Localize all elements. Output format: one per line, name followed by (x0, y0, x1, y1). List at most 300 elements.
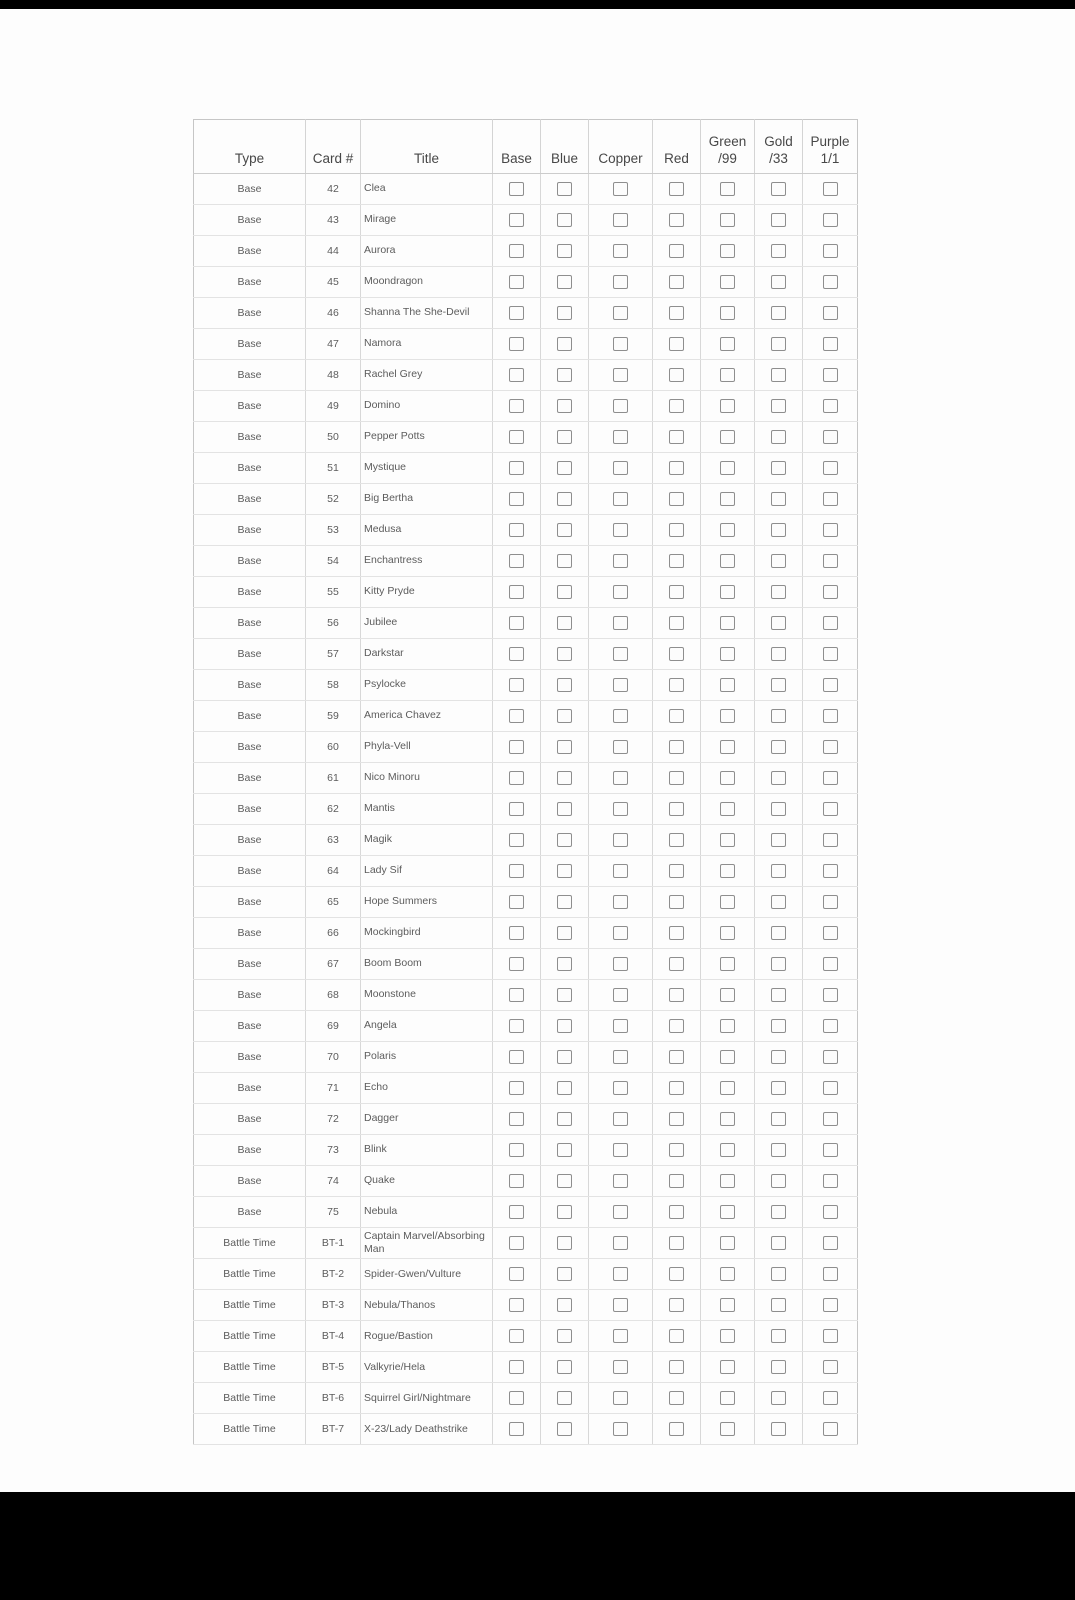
checkbox-base[interactable] (509, 554, 524, 568)
checkbox-purple-1of1[interactable] (823, 244, 838, 258)
checkbox-blue[interactable] (557, 802, 572, 816)
checkbox-green-99[interactable] (720, 1174, 735, 1188)
checkbox-copper[interactable] (613, 678, 628, 692)
checkbox-purple-1of1[interactable] (823, 771, 838, 785)
checkbox-blue[interactable] (557, 1143, 572, 1157)
checkbox-copper[interactable] (613, 895, 628, 909)
checkbox-blue[interactable] (557, 213, 572, 227)
checkbox-gold-33[interactable] (771, 523, 786, 537)
checkbox-red[interactable] (669, 864, 684, 878)
checkbox-blue[interactable] (557, 1298, 572, 1312)
checkbox-blue[interactable] (557, 306, 572, 320)
checkbox-gold-33[interactable] (771, 864, 786, 878)
checkbox-gold-33[interactable] (771, 616, 786, 630)
checkbox-base[interactable] (509, 895, 524, 909)
checkbox-gold-33[interactable] (771, 647, 786, 661)
checkbox-red[interactable] (669, 988, 684, 1002)
checkbox-copper[interactable] (613, 461, 628, 475)
checkbox-purple-1of1[interactable] (823, 833, 838, 847)
checkbox-gold-33[interactable] (771, 585, 786, 599)
checkbox-purple-1of1[interactable] (823, 1236, 838, 1250)
checkbox-base[interactable] (509, 1081, 524, 1095)
checkbox-copper[interactable] (613, 864, 628, 878)
checkbox-gold-33[interactable] (771, 771, 786, 785)
checkbox-gold-33[interactable] (771, 337, 786, 351)
checkbox-copper[interactable] (613, 368, 628, 382)
checkbox-green-99[interactable] (720, 399, 735, 413)
checkbox-red[interactable] (669, 1174, 684, 1188)
checkbox-gold-33[interactable] (771, 1019, 786, 1033)
checkbox-green-99[interactable] (720, 1422, 735, 1436)
checkbox-base[interactable] (509, 833, 524, 847)
checkbox-purple-1of1[interactable] (823, 1019, 838, 1033)
checkbox-red[interactable] (669, 399, 684, 413)
checkbox-purple-1of1[interactable] (823, 709, 838, 723)
checkbox-blue[interactable] (557, 1422, 572, 1436)
checkbox-blue[interactable] (557, 1391, 572, 1405)
checkbox-green-99[interactable] (720, 1050, 735, 1064)
checkbox-green-99[interactable] (720, 616, 735, 630)
checkbox-green-99[interactable] (720, 1360, 735, 1374)
checkbox-green-99[interactable] (720, 740, 735, 754)
checkbox-blue[interactable] (557, 864, 572, 878)
checkbox-blue[interactable] (557, 1267, 572, 1281)
checkbox-gold-33[interactable] (771, 1236, 786, 1250)
checkbox-red[interactable] (669, 461, 684, 475)
checkbox-blue[interactable] (557, 368, 572, 382)
checkbox-purple-1of1[interactable] (823, 337, 838, 351)
checkbox-base[interactable] (509, 461, 524, 475)
column-header-copper: Copper (589, 120, 653, 174)
checkbox-copper[interactable] (613, 585, 628, 599)
checkbox-gold-33[interactable] (771, 1143, 786, 1157)
checkbox-base[interactable] (509, 1205, 524, 1219)
checkbox-green-99[interactable] (720, 647, 735, 661)
checkbox-purple-1of1[interactable] (823, 1112, 838, 1126)
checkbox-blue[interactable] (557, 709, 572, 723)
checkbox-purple-1of1[interactable] (823, 1298, 838, 1312)
checkbox-purple-1of1[interactable] (823, 430, 838, 444)
checkbox-green-99[interactable] (720, 864, 735, 878)
checkbox-red[interactable] (669, 213, 684, 227)
checkbox-gold-33[interactable] (771, 1112, 786, 1126)
checkbox-blue[interactable] (557, 523, 572, 537)
checkbox-red[interactable] (669, 1143, 684, 1157)
checkbox-purple-1of1[interactable] (823, 1422, 838, 1436)
checkbox-copper[interactable] (613, 492, 628, 506)
checkbox-red[interactable] (669, 678, 684, 692)
checkbox-purple-1of1[interactable] (823, 554, 838, 568)
checkbox-base[interactable] (509, 1236, 524, 1250)
checkbox-copper[interactable] (613, 1329, 628, 1343)
checkbox-red[interactable] (669, 1081, 684, 1095)
checkbox-gold-33[interactable] (771, 399, 786, 413)
checkbox-copper[interactable] (613, 1019, 628, 1033)
checkbox-gold-33[interactable] (771, 895, 786, 909)
checkbox-blue[interactable] (557, 616, 572, 630)
checkbox-blue[interactable] (557, 833, 572, 847)
checkbox-green-99[interactable] (720, 275, 735, 289)
checkbox-gold-33[interactable] (771, 1050, 786, 1064)
checkbox-cell-red (653, 1228, 701, 1259)
checkbox-copper[interactable] (613, 616, 628, 630)
checkbox-cell-red (653, 1259, 701, 1290)
checkbox-purple-1of1[interactable] (823, 1391, 838, 1405)
checkbox-purple-1of1[interactable] (823, 926, 838, 940)
checkbox-purple-1of1[interactable] (823, 616, 838, 630)
checkbox-gold-33[interactable] (771, 833, 786, 847)
checkbox-red[interactable] (669, 1298, 684, 1312)
checkbox-gold-33[interactable] (771, 368, 786, 382)
checkbox-purple-1of1[interactable] (823, 1081, 838, 1095)
checkbox-blue[interactable] (557, 740, 572, 754)
column-header-gold-33: Gold /33 (755, 120, 803, 174)
checkbox-red[interactable] (669, 244, 684, 258)
checkbox-blue[interactable] (557, 988, 572, 1002)
checkbox-blue[interactable] (557, 1050, 572, 1064)
checkbox-purple-1of1[interactable] (823, 585, 838, 599)
checkbox-copper[interactable] (613, 244, 628, 258)
checkbox-gold-33[interactable] (771, 988, 786, 1002)
checkbox-base[interactable] (509, 213, 524, 227)
checkbox-blue[interactable] (557, 244, 572, 258)
checkbox-gold-33[interactable] (771, 1391, 786, 1405)
checkbox-copper[interactable] (613, 430, 628, 444)
checkbox-base[interactable] (509, 1112, 524, 1126)
checkbox-base[interactable] (509, 585, 524, 599)
checkbox-base[interactable] (509, 740, 524, 754)
checkbox-purple-1of1[interactable] (823, 213, 838, 227)
checkbox-base[interactable] (509, 523, 524, 537)
checkbox-base[interactable] (509, 616, 524, 630)
checkbox-purple-1of1[interactable] (823, 1267, 838, 1281)
checkbox-gold-33[interactable] (771, 1267, 786, 1281)
checkbox-base[interactable] (509, 1422, 524, 1436)
checkbox-blue[interactable] (557, 337, 572, 351)
checkbox-green-99[interactable] (720, 1236, 735, 1250)
checkbox-red[interactable] (669, 585, 684, 599)
checkbox-base[interactable] (509, 399, 524, 413)
checkbox-blue[interactable] (557, 895, 572, 909)
checkbox-base[interactable] (509, 647, 524, 661)
checkbox-base[interactable] (509, 368, 524, 382)
checkbox-blue[interactable] (557, 461, 572, 475)
checkbox-copper[interactable] (613, 1174, 628, 1188)
checkbox-green-99[interactable] (720, 709, 735, 723)
checkbox-copper[interactable] (613, 337, 628, 351)
checkbox-purple-1of1[interactable] (823, 864, 838, 878)
checkbox-green-99[interactable] (720, 1143, 735, 1157)
checkbox-red[interactable] (669, 771, 684, 785)
checkbox-gold-33[interactable] (771, 1174, 786, 1188)
checkbox-copper[interactable] (613, 275, 628, 289)
checkbox-green-99[interactable] (720, 523, 735, 537)
checkbox-blue[interactable] (557, 275, 572, 289)
checkbox-copper[interactable] (613, 926, 628, 940)
checkbox-copper[interactable] (613, 523, 628, 537)
checkbox-green-99[interactable] (720, 368, 735, 382)
checkbox-copper[interactable] (613, 1236, 628, 1250)
checkbox-blue[interactable] (557, 1236, 572, 1250)
checkbox-base[interactable] (509, 1329, 524, 1343)
checkbox-gold-33[interactable] (771, 1081, 786, 1095)
checkbox-gold-33[interactable] (771, 461, 786, 475)
checkbox-blue[interactable] (557, 1205, 572, 1219)
checkbox-purple-1of1[interactable] (823, 678, 838, 692)
checkbox-base[interactable] (509, 709, 524, 723)
checkbox-red[interactable] (669, 1236, 684, 1250)
checkbox-copper[interactable] (613, 1267, 628, 1281)
card-type: Base (194, 267, 306, 298)
checkbox-green-99[interactable] (720, 182, 735, 196)
checkbox-green-99[interactable] (720, 1019, 735, 1033)
checkbox-base[interactable] (509, 1174, 524, 1188)
checkbox-copper[interactable] (613, 182, 628, 196)
checkbox-red[interactable] (669, 709, 684, 723)
checkbox-green-99[interactable] (720, 1391, 735, 1405)
checkbox-copper[interactable] (613, 833, 628, 847)
checkbox-red[interactable] (669, 182, 684, 196)
checkbox-base[interactable] (509, 182, 524, 196)
checkbox-purple-1of1[interactable] (823, 988, 838, 1002)
checkbox-base[interactable] (509, 864, 524, 878)
checkbox-gold-33[interactable] (771, 492, 786, 506)
checkbox-red[interactable] (669, 926, 684, 940)
checkbox-gold-33[interactable] (771, 1205, 786, 1219)
checkbox-red[interactable] (669, 957, 684, 971)
checkbox-green-99[interactable] (720, 833, 735, 847)
checkbox-purple-1of1[interactable] (823, 1360, 838, 1374)
checkbox-gold-33[interactable] (771, 1298, 786, 1312)
checkbox-base[interactable] (509, 1360, 524, 1374)
checkbox-purple-1of1[interactable] (823, 523, 838, 537)
checkbox-purple-1of1[interactable] (823, 740, 838, 754)
checkbox-gold-33[interactable] (771, 926, 786, 940)
checkbox-gold-33[interactable] (771, 306, 786, 320)
checkbox-green-99[interactable] (720, 678, 735, 692)
checkbox-gold-33[interactable] (771, 244, 786, 258)
checkbox-cell-gold-33 (755, 608, 803, 639)
checkbox-gold-33[interactable] (771, 554, 786, 568)
checkbox-red[interactable] (669, 647, 684, 661)
checkbox-cell-green-99 (701, 1073, 755, 1104)
checkbox-gold-33[interactable] (771, 1360, 786, 1374)
checkbox-purple-1of1[interactable] (823, 1143, 838, 1157)
checkbox-red[interactable] (669, 1360, 684, 1374)
checkbox-cell-copper (589, 825, 653, 856)
checkbox-gold-33[interactable] (771, 678, 786, 692)
checkbox-base[interactable] (509, 988, 524, 1002)
checkbox-base[interactable] (509, 802, 524, 816)
checkbox-purple-1of1[interactable] (823, 1050, 838, 1064)
checkbox-blue[interactable] (557, 182, 572, 196)
checkbox-green-99[interactable] (720, 957, 735, 971)
checkbox-blue[interactable] (557, 1019, 572, 1033)
checkbox-purple-1of1[interactable] (823, 1329, 838, 1343)
checkbox-purple-1of1[interactable] (823, 368, 838, 382)
checkbox-copper[interactable] (613, 1422, 628, 1436)
checkbox-copper[interactable] (613, 709, 628, 723)
checkbox-copper[interactable] (613, 1143, 628, 1157)
checkbox-purple-1of1[interactable] (823, 1174, 838, 1188)
checkbox-base[interactable] (509, 430, 524, 444)
checkbox-red[interactable] (669, 1329, 684, 1343)
checkbox-purple-1of1[interactable] (823, 647, 838, 661)
checkbox-blue[interactable] (557, 1081, 572, 1095)
checkbox-base[interactable] (509, 1391, 524, 1405)
checkbox-base[interactable] (509, 1143, 524, 1157)
checkbox-gold-33[interactable] (771, 430, 786, 444)
checkbox-red[interactable] (669, 1391, 684, 1405)
checkbox-copper[interactable] (613, 213, 628, 227)
table-row (194, 1290, 858, 1321)
checkbox-copper[interactable] (613, 1050, 628, 1064)
checkbox-base[interactable] (509, 678, 524, 692)
checkbox-copper[interactable] (613, 399, 628, 413)
checkbox-cell-base (493, 887, 541, 918)
checkbox-blue[interactable] (557, 926, 572, 940)
checkbox-blue[interactable] (557, 585, 572, 599)
checkbox-base[interactable] (509, 306, 524, 320)
checkbox-red[interactable] (669, 1267, 684, 1281)
checkbox-green-99[interactable] (720, 1205, 735, 1219)
checkbox-base[interactable] (509, 957, 524, 971)
checkbox-gold-33[interactable] (771, 275, 786, 289)
checkbox-purple-1of1[interactable] (823, 895, 838, 909)
checkbox-gold-33[interactable] (771, 1422, 786, 1436)
checkbox-gold-33[interactable] (771, 802, 786, 816)
checkbox-red[interactable] (669, 337, 684, 351)
checkbox-green-99[interactable] (720, 1329, 735, 1343)
checkbox-blue[interactable] (557, 554, 572, 568)
checkbox-red[interactable] (669, 616, 684, 630)
checkbox-copper[interactable] (613, 554, 628, 568)
checkbox-green-99[interactable] (720, 461, 735, 475)
checkbox-copper[interactable] (613, 647, 628, 661)
checkbox-purple-1of1[interactable] (823, 802, 838, 816)
checkbox-red[interactable] (669, 1112, 684, 1126)
checkbox-purple-1of1[interactable] (823, 306, 838, 320)
checkbox-cell-gold-33 (755, 1259, 803, 1290)
checkbox-copper[interactable] (613, 1391, 628, 1405)
checkbox-green-99[interactable] (720, 1298, 735, 1312)
checkbox-copper[interactable] (613, 740, 628, 754)
checkbox-red[interactable] (669, 306, 684, 320)
checkbox-green-99[interactable] (720, 244, 735, 258)
checkbox-purple-1of1[interactable] (823, 275, 838, 289)
checkbox-gold-33[interactable] (771, 957, 786, 971)
checkbox-green-99[interactable] (720, 306, 735, 320)
checkbox-green-99[interactable] (720, 1081, 735, 1095)
checkbox-red[interactable] (669, 430, 684, 444)
checkbox-red[interactable] (669, 368, 684, 382)
checkbox-base[interactable] (509, 926, 524, 940)
checkbox-gold-33[interactable] (771, 709, 786, 723)
checkbox-base[interactable] (509, 1298, 524, 1312)
checkbox-blue[interactable] (557, 399, 572, 413)
checkbox-cell-base (493, 1166, 541, 1197)
checkbox-red[interactable] (669, 833, 684, 847)
checkbox-green-99[interactable] (720, 585, 735, 599)
checkbox-copper[interactable] (613, 802, 628, 816)
checkbox-copper[interactable] (613, 1360, 628, 1374)
checkbox-copper[interactable] (613, 1081, 628, 1095)
checkbox-blue[interactable] (557, 1329, 572, 1343)
checkbox-green-99[interactable] (720, 1267, 735, 1281)
checkbox-green-99[interactable] (720, 554, 735, 568)
checkbox-blue[interactable] (557, 1360, 572, 1374)
checkbox-red[interactable] (669, 492, 684, 506)
checkbox-blue[interactable] (557, 678, 572, 692)
checkbox-gold-33[interactable] (771, 213, 786, 227)
checkbox-gold-33[interactable] (771, 182, 786, 196)
checkbox-red[interactable] (669, 740, 684, 754)
checkbox-base[interactable] (509, 337, 524, 351)
checkbox-copper[interactable] (613, 771, 628, 785)
checkbox-purple-1of1[interactable] (823, 1205, 838, 1219)
checkbox-base[interactable] (509, 1019, 524, 1033)
checkbox-green-99[interactable] (720, 213, 735, 227)
checkbox-red[interactable] (669, 523, 684, 537)
checkbox-red[interactable] (669, 554, 684, 568)
checkbox-blue[interactable] (557, 430, 572, 444)
checkbox-green-99[interactable] (720, 988, 735, 1002)
checkbox-base[interactable] (509, 275, 524, 289)
checkbox-purple-1of1[interactable] (823, 461, 838, 475)
checkbox-base[interactable] (509, 1267, 524, 1281)
checkbox-purple-1of1[interactable] (823, 399, 838, 413)
checkbox-red[interactable] (669, 275, 684, 289)
checkbox-blue[interactable] (557, 771, 572, 785)
checkbox-purple-1of1[interactable] (823, 492, 838, 506)
checkbox-copper[interactable] (613, 988, 628, 1002)
checkbox-copper[interactable] (613, 1205, 628, 1219)
checkbox-green-99[interactable] (720, 802, 735, 816)
checkbox-green-99[interactable] (720, 895, 735, 909)
checkbox-base[interactable] (509, 244, 524, 258)
checkbox-red[interactable] (669, 1205, 684, 1219)
checkbox-red[interactable] (669, 1019, 684, 1033)
checkbox-copper[interactable] (613, 1112, 628, 1126)
checkbox-copper[interactable] (613, 957, 628, 971)
checkbox-red[interactable] (669, 802, 684, 816)
checkbox-blue[interactable] (557, 647, 572, 661)
checkbox-copper[interactable] (613, 306, 628, 320)
checkbox-purple-1of1[interactable] (823, 182, 838, 196)
checkbox-green-99[interactable] (720, 492, 735, 506)
checkbox-green-99[interactable] (720, 1112, 735, 1126)
checkbox-blue[interactable] (557, 1174, 572, 1188)
checkbox-base[interactable] (509, 492, 524, 506)
checkbox-cell-base (493, 515, 541, 546)
checkbox-base[interactable] (509, 1050, 524, 1064)
checkbox-copper[interactable] (613, 1298, 628, 1312)
checkbox-green-99[interactable] (720, 926, 735, 940)
checkbox-gold-33[interactable] (771, 740, 786, 754)
checkbox-base[interactable] (509, 771, 524, 785)
checkbox-blue[interactable] (557, 1112, 572, 1126)
checkbox-red[interactable] (669, 1050, 684, 1064)
checkbox-gold-33[interactable] (771, 1329, 786, 1343)
checkbox-green-99[interactable] (720, 771, 735, 785)
checkbox-blue[interactable] (557, 957, 572, 971)
checkbox-green-99[interactable] (720, 430, 735, 444)
checkbox-red[interactable] (669, 1422, 684, 1436)
checkbox-purple-1of1[interactable] (823, 957, 838, 971)
checkbox-blue[interactable] (557, 492, 572, 506)
checkbox-green-99[interactable] (720, 337, 735, 351)
checkbox-red[interactable] (669, 895, 684, 909)
